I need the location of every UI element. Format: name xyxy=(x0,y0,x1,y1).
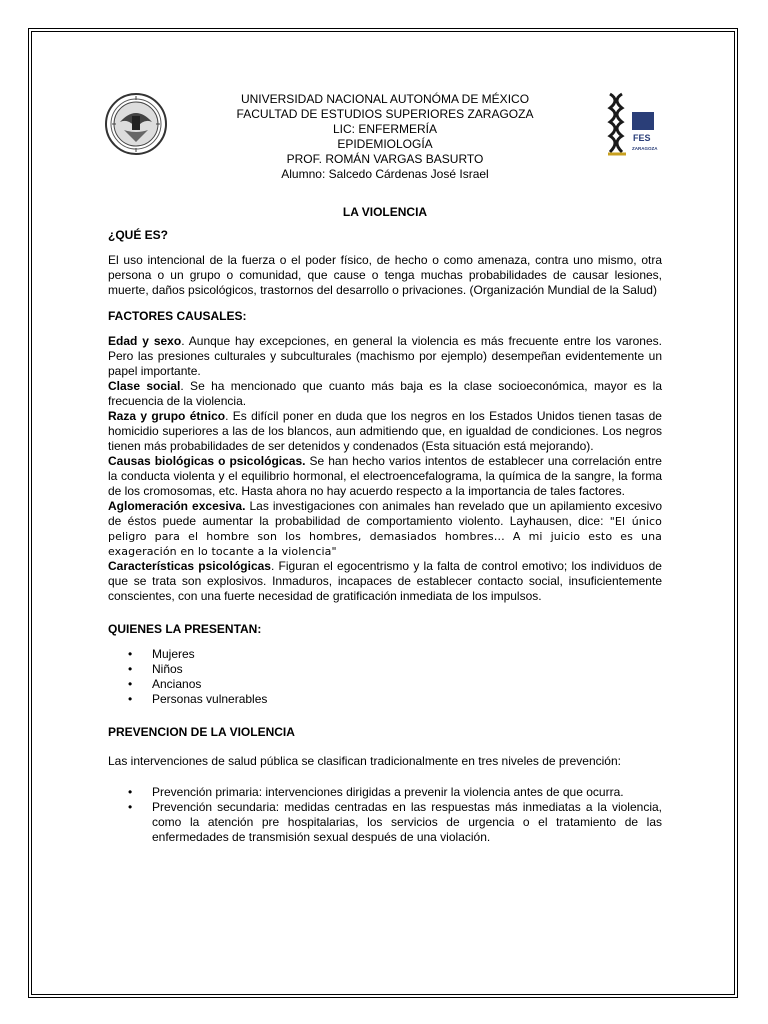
list-item xyxy=(108,647,662,662)
bullet-icon: • xyxy=(128,785,133,799)
faculty-name: FACULTAD DE ESTUDIOS SUPERIORES ZARAGOZA xyxy=(236,107,534,121)
factor-item xyxy=(108,409,662,454)
fes-logo-text: FES xyxy=(633,133,651,143)
factor-term: Clase social xyxy=(108,379,181,393)
fes-logo-subtext: ZARAGOZA xyxy=(632,146,658,151)
list-item xyxy=(108,662,662,677)
list-item-text: Prevención primaria: intervenciones dirigidas a prevenir la violencia antes de que ocurra. xyxy=(152,785,624,799)
list-item-text: Prevención secundaria: medidas centradas en las respuestas más inmediatas a la violencia, como la atención pre hospitalarias, los servicios de urgencia o el tratamiento de las enfermedades de transmisión sexual después de una violación. xyxy=(152,800,662,844)
degree: LIC: ENFERMERÍA xyxy=(332,122,437,136)
prevencion-list xyxy=(108,785,662,845)
factor-item xyxy=(108,559,662,604)
factor-text: . Se ha mencionado que cuanto más baja es la clase socioeconómica, mayor es la frecuencia de la violencia. xyxy=(108,379,663,408)
factores-list xyxy=(108,334,662,604)
fes-zaragoza-logo xyxy=(604,90,666,158)
list-item xyxy=(108,692,662,707)
list-item-text: Niños xyxy=(152,662,183,676)
factor-term: Edad y sexo xyxy=(108,334,182,348)
factor-text: . Figuran el egocentrismo y la falta de control emotivo; los individuos de que se trata son explosivos. Inmaduros, incapaces de establecer contacto social, insuficientemente conscientes, con una fuerte necesidad de gratificación inmediata de los impulsos. xyxy=(108,559,662,603)
quienes-list xyxy=(108,647,662,707)
student: Alumno: Salcedo Cárdenas José Israel xyxy=(281,167,489,181)
definition-paragraph: El uso intencional de la fuerza o el poder físico, de hecho o como amenaza, contra uno mismo, otra persona o un grupo o comunidad, que cause o tenga muchas probabilidades de causar lesiones, muerte, daños psicológicos, trastornos del desarrollo o privaciones. (Organización Mundial de la Salud) xyxy=(108,253,662,297)
factor-text: . Aunque hay excepciones, en general la violencia es más frecuente entre los varones. Pero las presiones culturales y subculturales (machismo por ejemplo) desempeñan evidentemente un papel importante. xyxy=(108,334,662,378)
factor-text: Las investigaciones con animales han revelado que un apilamiento excesivo de éstos puede aumentar la probabilidad de comportamiento violento. Layhausen, dice: xyxy=(108,499,662,528)
list-item xyxy=(108,785,662,800)
section-heading-que-es: ¿QUÉ ES? xyxy=(108,228,169,242)
factor-item xyxy=(108,379,662,409)
document-header xyxy=(180,92,590,182)
list-item xyxy=(108,800,662,845)
factor-term: Aglomeración excesiva. xyxy=(108,499,246,513)
factor-item xyxy=(108,454,662,499)
prevencion-intro: Las intervenciones de salud pública se clasifican tradicionalmente en tres niveles de prevención: xyxy=(108,754,621,768)
factor-text: . Es difícil poner en duda que los negros en los Estados Unidos tienen tasas de homicidio superiores a las de los blancos, aun admitiendo que, en igualdad de condiciones. Los negros tienen más probabilidades de ser detenidos y condenados (Esta situación está mejorando). xyxy=(108,409,662,453)
factor-item xyxy=(108,499,662,559)
bullet-icon: • xyxy=(128,662,133,676)
bullet-icon: • xyxy=(128,677,133,691)
section-heading-factores: FACTORES CAUSALES: xyxy=(108,309,247,323)
bullet-icon: • xyxy=(128,647,133,661)
factor-term: Raza y grupo étnico xyxy=(108,409,226,423)
professor: PROF. ROMÁN VARGAS BASURTO xyxy=(286,152,484,166)
list-item-text: Personas vulnerables xyxy=(152,692,268,706)
unam-seal-logo xyxy=(104,92,168,156)
factor-term: Características psicológicas xyxy=(108,559,271,573)
list-item-text: Ancianos xyxy=(152,677,202,691)
factor-term: Causas biológicas o psicológicas. xyxy=(108,454,306,468)
factor-item xyxy=(108,334,662,379)
subject: EPIDEMIOLOGÍA xyxy=(337,137,433,151)
section-heading-quienes: QUIENES LA PRESENTAN: xyxy=(108,622,262,636)
factor-quote: "El único peligro para el hombre son los hombres, demasiados hombres… A mi juicio esto es una exageración en lo tocante a la violencia" xyxy=(108,515,662,558)
document-body xyxy=(108,205,662,845)
bullet-icon: • xyxy=(128,800,133,814)
bullet-icon: • xyxy=(128,692,133,706)
factor-text: Se han hecho varios intentos de establecer una correlación entre la conducta violenta y el equilibrio hormonal, el electroencefalograma, la química de la sangre, la forma de los cromosomas, etc. Hasta ahora no hay acuerdo respecto a la importancia de tales factores. xyxy=(108,454,662,498)
university-name: UNIVERSIDAD NACIONAL AUTONÓMA DE MÉXICO xyxy=(240,92,530,106)
list-item xyxy=(108,677,662,692)
document-title: LA VIOLENCIA xyxy=(342,205,428,219)
list-item-text: Mujeres xyxy=(152,647,195,661)
section-heading-prevencion: PREVENCION DE LA VIOLENCIA xyxy=(108,725,295,739)
